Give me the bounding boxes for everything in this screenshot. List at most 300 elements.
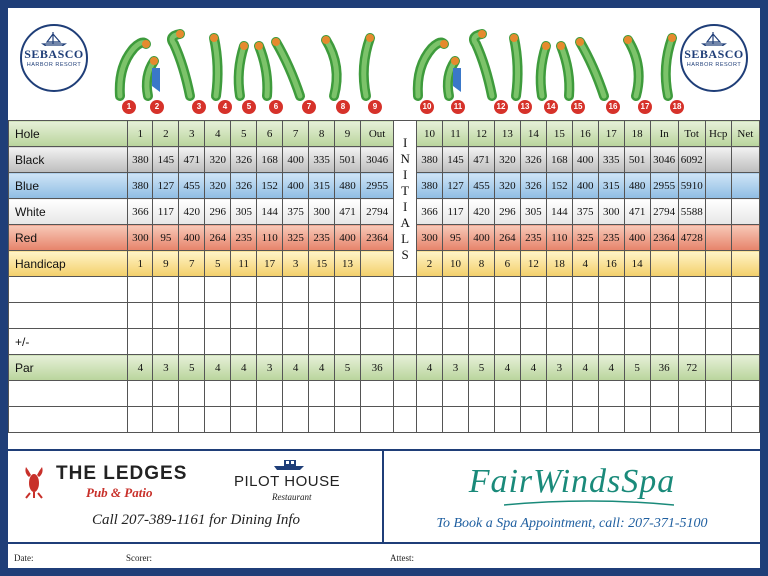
back-cell [598, 303, 624, 329]
in-cell: In [650, 121, 678, 147]
front-cell [309, 407, 335, 433]
in-cell: 2955 [650, 173, 678, 199]
green-flag [478, 30, 486, 38]
net-cell [731, 407, 759, 433]
front-cell: 366 [128, 199, 153, 225]
back-cell: 400 [468, 225, 494, 251]
net-cell [731, 251, 759, 277]
out-cell: 2364 [361, 225, 394, 251]
front-cell [309, 329, 335, 355]
front-cell [205, 277, 231, 303]
total-cell: 5588 [678, 199, 705, 225]
back-cell [468, 277, 494, 303]
front-cell [179, 407, 205, 433]
back-cell: 6 [494, 251, 520, 277]
hole-diagram-3 [172, 30, 190, 96]
back-cell [546, 381, 572, 407]
back-cell: 380 [417, 173, 443, 199]
hcp-cell [705, 147, 731, 173]
front-cell: 296 [205, 199, 231, 225]
back-cell [494, 277, 520, 303]
score-row-blank4 [9, 407, 760, 433]
logo-name: SEBASCO [684, 47, 744, 61]
hole-marker: 15 [571, 100, 585, 114]
score-table [8, 120, 760, 433]
total-cell [678, 251, 705, 277]
green-flag [510, 34, 518, 42]
back-cell [624, 329, 650, 355]
back-cell: 8 [468, 251, 494, 277]
front-cell: 8 [309, 121, 335, 147]
front-cell [257, 381, 283, 407]
back-cell [443, 381, 469, 407]
back-cell [494, 407, 520, 433]
back-cell [624, 303, 650, 329]
front-cell: 117 [153, 199, 179, 225]
initials-letter: A [400, 214, 410, 230]
out-cell [361, 303, 394, 329]
logo-sub: HARBOR RESORT [686, 62, 742, 68]
hole-marker: 17 [638, 100, 652, 114]
front-cell [128, 407, 153, 433]
total-cell [678, 407, 705, 433]
total-cell: 72 [678, 355, 705, 381]
out-cell: Out [361, 121, 394, 147]
front-cell [128, 303, 153, 329]
front-cell: 4 [128, 355, 153, 381]
front-cell: 325 [283, 225, 309, 251]
back-cell: 4 [417, 355, 443, 381]
hole-diagram-16 [576, 38, 604, 96]
back-cell: 144 [546, 199, 572, 225]
initials-letter: I [402, 166, 408, 182]
back-cell: 420 [468, 199, 494, 225]
back-cell [468, 329, 494, 355]
total-cell: 5910 [678, 173, 705, 199]
front-cell: 335 [309, 147, 335, 173]
hcp-cell [705, 303, 731, 329]
front-cell [153, 407, 179, 433]
front-cell: 320 [205, 173, 231, 199]
hole-diagram-7 [272, 38, 300, 96]
ledges-title: THE LEDGES [56, 463, 188, 484]
front-cell [231, 329, 257, 355]
logo-sub: HARBOR RESORT [26, 62, 82, 68]
pilot-house-title: PILOT HOUSE [234, 473, 341, 490]
score-row-white [9, 199, 760, 225]
back-cell [417, 303, 443, 329]
back-cell [572, 329, 598, 355]
back-cell: 14 [624, 251, 650, 277]
back-cell: 305 [520, 199, 546, 225]
net-cell [731, 225, 759, 251]
back-cell: 95 [443, 225, 469, 251]
hole-diagram-17 [624, 36, 639, 96]
green-flag [624, 36, 632, 44]
front-cell: 4 [205, 121, 231, 147]
front-cell [257, 277, 283, 303]
front-cell [231, 381, 257, 407]
back-cell: 315 [598, 173, 624, 199]
scorer-label: Scorer: [126, 553, 152, 563]
score-row-handicap [9, 251, 760, 277]
initials-letter: T [401, 182, 410, 198]
initials-blank [394, 329, 417, 355]
hole-marker: 6 [269, 100, 283, 114]
hole-diagram-4 [210, 34, 218, 96]
front-cell: 3 [179, 121, 205, 147]
back-cell: 12 [520, 251, 546, 277]
front-cell: 501 [335, 147, 361, 173]
back-cell: 17 [598, 121, 624, 147]
initials-letter: N [400, 150, 410, 166]
front-cell [205, 381, 231, 407]
total-cell: 6092 [678, 147, 705, 173]
back-cell [468, 381, 494, 407]
score-row-blank2 [9, 303, 760, 329]
front-cell [309, 277, 335, 303]
back-cell: 10 [417, 121, 443, 147]
out-cell [361, 277, 394, 303]
back-cell [443, 407, 469, 433]
front-cell [179, 329, 205, 355]
front-cell: 315 [309, 173, 335, 199]
row-label: Handicap [9, 251, 128, 277]
front-cell: 3 [283, 251, 309, 277]
net-cell [731, 303, 759, 329]
back-cell [546, 303, 572, 329]
front-cell: 9 [153, 251, 179, 277]
front-cell: 400 [179, 225, 205, 251]
back-cell: 455 [468, 173, 494, 199]
back-cell: 296 [494, 199, 520, 225]
score-row-par [9, 355, 760, 381]
front-cell: 400 [283, 173, 309, 199]
front-cell: 380 [128, 173, 153, 199]
spa-ad [384, 451, 760, 544]
back-cell: 375 [572, 199, 598, 225]
green-flag [210, 34, 218, 42]
row-label [9, 407, 128, 433]
back-cell [520, 329, 546, 355]
front-cell: 480 [335, 173, 361, 199]
front-cell: 5 [231, 121, 257, 147]
in-cell [650, 251, 678, 277]
hole-marker: 5 [242, 100, 256, 114]
hole-diagram-18 [666, 34, 676, 96]
front-cell: 144 [257, 199, 283, 225]
net-cell [731, 381, 759, 407]
initials-letter: S [401, 246, 409, 262]
front-cell: 326 [231, 147, 257, 173]
hole-diagram-13 [510, 34, 518, 96]
front-cell [128, 277, 153, 303]
hole-diagram-8 [322, 36, 337, 96]
hole-diagram-15 [557, 42, 569, 96]
back-cell [546, 407, 572, 433]
hole-diagram-14 [541, 42, 550, 96]
back-cell: 117 [443, 199, 469, 225]
back-cell: 2 [417, 251, 443, 277]
water-hazard [453, 68, 461, 92]
hcp-cell [705, 381, 731, 407]
back-cell [598, 329, 624, 355]
in-cell [650, 303, 678, 329]
front-cell: 152 [257, 173, 283, 199]
row-label: Blue [9, 173, 128, 199]
back-cell [598, 381, 624, 407]
back-cell: 235 [520, 225, 546, 251]
back-cell [417, 329, 443, 355]
net-cell [731, 329, 759, 355]
hole-marker: 7 [302, 100, 316, 114]
score-row-blue [9, 173, 760, 199]
front-cell: 145 [153, 147, 179, 173]
hole-diagram-9 [364, 34, 374, 96]
row-label: Red [9, 225, 128, 251]
logo-name: SEBASCO [24, 47, 84, 61]
back-cell: 326 [520, 173, 546, 199]
back-cell [468, 407, 494, 433]
hcp-cell [705, 173, 731, 199]
green-flag [576, 38, 584, 46]
back-cell: 480 [624, 173, 650, 199]
initials-letter: L [401, 230, 410, 246]
initials-blank [394, 277, 417, 303]
front-cell: 375 [283, 199, 309, 225]
front-cell: 235 [231, 225, 257, 251]
hole-diagram-12 [474, 30, 492, 96]
hole-diagram-5 [239, 42, 248, 96]
front-cell: 455 [179, 173, 205, 199]
hole-marker: 3 [192, 100, 206, 114]
back-cell [520, 277, 546, 303]
front-cell [335, 381, 361, 407]
front-cell [128, 381, 153, 407]
row-label: Par [9, 355, 128, 381]
front-cell: 320 [205, 147, 231, 173]
front-cell: 420 [179, 199, 205, 225]
out-cell: 2794 [361, 199, 394, 225]
front-cell: 13 [335, 251, 361, 277]
row-label [9, 303, 128, 329]
dining-ad [8, 451, 384, 544]
back-cell: 325 [572, 225, 598, 251]
hole-marker: 12 [494, 100, 508, 114]
footer-ads [8, 449, 760, 544]
green-flag [322, 36, 330, 44]
total-cell [678, 329, 705, 355]
front-cell [283, 407, 309, 433]
back-cell [624, 381, 650, 407]
back-cell [546, 329, 572, 355]
front-cell [309, 303, 335, 329]
back-cell: 300 [598, 199, 624, 225]
front-cell [205, 303, 231, 329]
initials-column [394, 121, 417, 277]
hcp-cell: Hcp [705, 121, 731, 147]
back-cell: 366 [417, 199, 443, 225]
back-cell [624, 277, 650, 303]
green-flag [255, 42, 263, 50]
hole-marker: 8 [336, 100, 350, 114]
back-cell: 127 [443, 173, 469, 199]
total-cell: Tot [678, 121, 705, 147]
score-row-black [9, 147, 760, 173]
back-cell: 335 [598, 147, 624, 173]
net-cell [731, 199, 759, 225]
spa-booking-info: To Book a Spa Appointment, call: 207-371-5100 [436, 516, 708, 531]
front-cell [283, 277, 309, 303]
front-cell: 5 [179, 355, 205, 381]
score-row-red [9, 225, 760, 251]
front-cell: 7 [283, 121, 309, 147]
back-cell: 5 [624, 355, 650, 381]
front-cell: 1 [128, 251, 153, 277]
fairway-center [580, 42, 604, 96]
front-cell: 4 [283, 355, 309, 381]
front-cell [153, 329, 179, 355]
total-cell: 4728 [678, 225, 705, 251]
front-cell [179, 381, 205, 407]
hole-marker: 11 [451, 100, 465, 114]
in-cell: 2794 [650, 199, 678, 225]
out-cell [361, 407, 394, 433]
front-cell: 2 [153, 121, 179, 147]
front-cell: 9 [335, 121, 361, 147]
front-cell: 1 [128, 121, 153, 147]
front-cell: 264 [205, 225, 231, 251]
back-cell: 168 [546, 147, 572, 173]
hcp-cell [705, 225, 731, 251]
in-cell [650, 277, 678, 303]
back-cell: 471 [624, 199, 650, 225]
scorecard-header [8, 8, 760, 120]
row-label: Hole [9, 121, 128, 147]
green-flag [542, 42, 550, 50]
net-cell [731, 147, 759, 173]
score-row-blank3 [9, 381, 760, 407]
front-cell: 326 [231, 173, 257, 199]
front-cell: 300 [309, 199, 335, 225]
back-cell: 16 [598, 251, 624, 277]
front-cell: 7 [179, 251, 205, 277]
hcp-cell [705, 329, 731, 355]
score-row-hole [9, 121, 760, 147]
initials-letter: I [402, 198, 408, 214]
back-cell: 3 [546, 355, 572, 381]
back-cell: 235 [598, 225, 624, 251]
back-cell [598, 407, 624, 433]
back-cell [494, 329, 520, 355]
back-cell: 264 [494, 225, 520, 251]
out-cell: 36 [361, 355, 394, 381]
row-label: +/- [9, 329, 128, 355]
spa-logo: FairWindsSpa [468, 463, 676, 500]
pilot-house-subtitle: Restaurant [272, 492, 312, 502]
back-cell [624, 407, 650, 433]
back-cell: 15 [546, 121, 572, 147]
back-cell: 400 [572, 147, 598, 173]
front-cell: 471 [335, 199, 361, 225]
front-cell: 4 [309, 355, 335, 381]
front-cell: 3 [153, 355, 179, 381]
row-label [9, 381, 128, 407]
attest-label: Attest: [390, 553, 414, 563]
front-cell [179, 303, 205, 329]
back-cell: 18 [546, 251, 572, 277]
front-cell [257, 303, 283, 329]
front-cell [283, 329, 309, 355]
out-cell: 2955 [361, 173, 394, 199]
front-cell: 5 [335, 355, 361, 381]
front-cell [231, 303, 257, 329]
net-cell [731, 173, 759, 199]
front-cell [231, 407, 257, 433]
back-cell [520, 381, 546, 407]
front-cell: 400 [283, 147, 309, 173]
green-flag [668, 34, 676, 42]
back-cell: 5 [468, 355, 494, 381]
signature-bar [8, 542, 760, 570]
initials-blank [394, 355, 417, 381]
water-hazard [152, 68, 160, 92]
back-cell [520, 303, 546, 329]
back-cell: 380 [417, 147, 443, 173]
back-cell: 152 [546, 173, 572, 199]
back-cell: 18 [624, 121, 650, 147]
back-cell: 11 [443, 121, 469, 147]
back-cell [417, 381, 443, 407]
back-cell [572, 407, 598, 433]
hole-marker: 1 [122, 100, 136, 114]
back-cell [417, 407, 443, 433]
in-cell [650, 407, 678, 433]
back-cell [520, 407, 546, 433]
initials-blank [394, 303, 417, 329]
green-flag [240, 42, 248, 50]
front-cell: 300 [128, 225, 153, 251]
initials-blank [394, 407, 417, 433]
hcp-cell [705, 277, 731, 303]
front-cell [153, 381, 179, 407]
front-cell: 305 [231, 199, 257, 225]
back-cell: 300 [417, 225, 443, 251]
initials-letter: I [402, 134, 408, 150]
front-cell: 168 [257, 147, 283, 173]
hole-marker: 10 [420, 100, 434, 114]
front-cell: 110 [257, 225, 283, 251]
front-cell: 235 [309, 225, 335, 251]
date-label: Date: [14, 553, 34, 563]
back-cell: 14 [520, 121, 546, 147]
hcp-cell [705, 251, 731, 277]
back-cell [546, 277, 572, 303]
front-cell: 380 [128, 147, 153, 173]
net-cell: Net [731, 121, 759, 147]
back-cell: 4 [572, 251, 598, 277]
back-cell: 10 [443, 251, 469, 277]
front-cell [283, 303, 309, 329]
back-cell: 400 [572, 173, 598, 199]
green-flag [272, 38, 280, 46]
out-cell [361, 251, 394, 277]
out-cell: 3046 [361, 147, 394, 173]
in-cell [650, 381, 678, 407]
back-cell: 4 [520, 355, 546, 381]
in-cell [650, 329, 678, 355]
back-cell [443, 277, 469, 303]
